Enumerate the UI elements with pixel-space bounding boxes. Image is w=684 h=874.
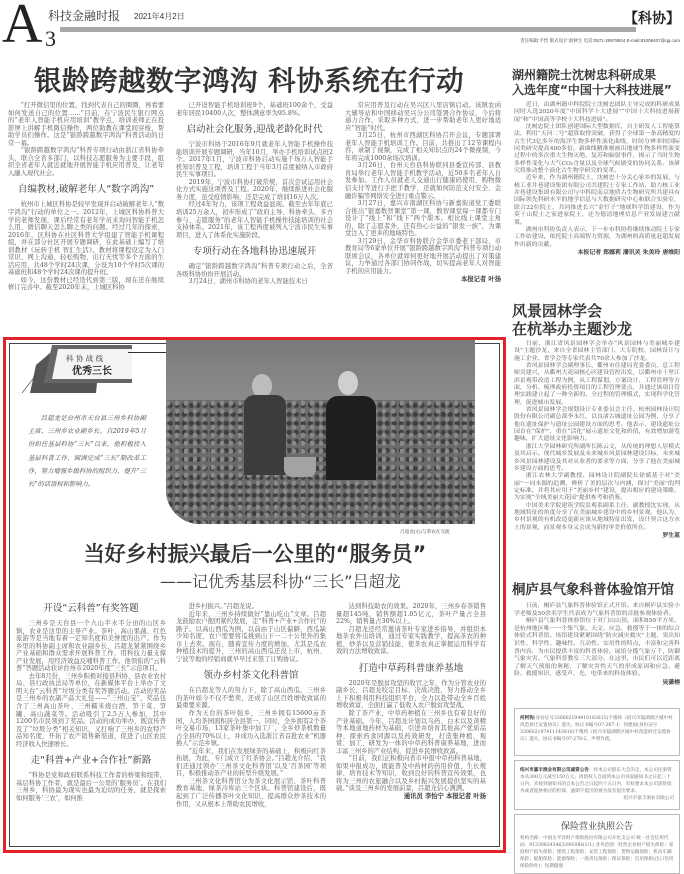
notice-insurance-license <box>514 814 680 874</box>
notice-lost-agreement <box>514 708 680 756</box>
notice-title: 保险营业执照公告 <box>560 822 633 832</box>
paragraph: 近日，由湖州籍中科院院士沈树忠团队主导完成的科研成果同时入选2020年度“中国科学十大进展”“中国十大科技进展新闻”和“中国高等学校十大科技进展”。 <box>514 102 680 123</box>
paragraph: 去年8月份，三州乡积极对接县科协、县农业农村局、县行政执法局等单位，在新媒体平台上举办了文明天台“云科普”垃圾分类有奖答题活动。活动的奖品是三州乡的农副产品大礼包——“三州山宝”，奖品包含了三州高山茶叶、三州糯米烧白酒、笋干菜、笋罐、高山蔬菜等。活动吸引了2.5万人参加，其中1200名市民领到了奖品。活动的成功举办，既宣传普及了“垃圾分类”相关知识，又打响了三州乡的农特产品知名度，开拓了农产销售新渠道，促进了山区农民经济收入快速增长。 <box>16 672 166 748</box>
paragraph: 3月27日，嘉兴市南湖区科协与新嘉街道党工委联合推出“银嘉数智课堂”第一课，数智课堂每一课都专门设计了“线上”和“线下”两个版本。相比线上课堂主角的，除了志愿者外，还有热心公益的“银发一族”，为课堂注入了更多的地域特色。 <box>345 200 501 238</box>
right-article-3 <box>514 603 680 687</box>
notice-text: (身份证号330602194810163815)不慎将《绍兴市镜湖新区城中村改造拆迁安置协议》遗失，协议书编号07-287-1；何建国(身份证号330602197411143810)不慎将《绍兴市镜湖新区城中村改造拆迁安置协议》遗失，协议书编号07-278-2，声明作废。 <box>520 716 673 742</box>
lead-column-1 <box>8 102 164 292</box>
paragraph: 近年来，作为湖州籍院士，沈树忠十分关心家乡的发展，与核工业井巷建设集团有限公司共建院士专家工作站，助力核工业井巷建设集团有限公司与中科院南京地质古生物研究所共建具有国际领先科研水平的地学信息与大数据研究中心和联合实验室，联合22位院士，共同推进长兴“金钉子”地球科学馆建设，作为莫干山院士之家进家院士，还为德清地理信息产业发展建言献策。 <box>514 175 680 226</box>
paragraph: “科协是党和政府联系科技工作者的桥梁和纽带，基层科协工作者，就是最后一公里的‘服务员’。在我们三州乡，科协最为现实也最为迫切的任务，就是探索如何服务‘三农’，如何推 <box>16 772 166 802</box>
paragraph: 吕超龙还经常邀请茶叶专家进乡指导，并组织本地茶农外出培训，通过专家实践教学，提高茶农的种植、炒茶以及营销技能，使茶农真正掌握运用科学有效的方法增收致富。 <box>336 625 486 656</box>
paragraph: 日前，桐庐县气象科普体验馆正式开馆。来自桐庐县实验小学老师及50余名学生代表成为气象科普馆的首批参观体验者。 <box>514 603 680 617</box>
headline-line: 湖州籍院士沈树忠科研成果 <box>512 68 657 82</box>
paragraph: 三州茶文化科普馆分为茶文化展示馆、茶叶科普教育基地、绿茶冷库站三个区块。科普馆建设后，既起到了广泛传播茶叶文化知识、提高群众炒茶技术的作用，又从根本上帮助农民增收， <box>176 777 326 808</box>
paragraph: 日前，浙江省风景园林学会举办“风景园林与美丽城乡建设”主题沙龙，来自全省园林主管部门、大专院校、园林设计与施工企业、省学会等专家代表共70余人参加了沙龙。 <box>514 341 680 362</box>
paragraph: 中国美术学院建筑学院景观系副系主任、副教授沈实现，从地域特征的角度分享了在美丽城乡建设中的乡村景观。他认为，乡村景观的有机改造更新应该从地域特征出发，设计契合这方水土的景观，而景观本身又会成为新的审美价值所在。 <box>514 502 680 531</box>
subheading: 走“科普+产业+合作社”新路 <box>30 755 152 767</box>
farmer-figure <box>244 395 286 475</box>
notice-lead: 何阿狗 <box>520 716 534 721</box>
paragraph: 除了茶产业，中草药种植在三州乡也有着良好的产业基础。今年，吕超龙计划以乌药、白术以及黄精等本地道地药材为基础，引进并培育其他高产优质品种，探索药食同源以及药效研发，打造集种植、观赏、加工、研发为一体的中草药科普康养基地，进而丰富三州乡的产业结构，促进乡民增收致富。 <box>336 710 486 755</box>
badge-connector-line <box>128 352 166 353</box>
feature-column-2 <box>176 603 326 808</box>
right-article-1 <box>514 102 680 256</box>
page-number: 3 <box>45 26 56 51</box>
subheading: 启动社会化服务,迎战老龄化时代 <box>186 124 323 136</box>
notice-capital-reduction <box>514 760 680 810</box>
notice-text: ：经本公司股东大会决定，本公司注册资本从300万元减至150万元。请债权人自接到本公司书面通知书之日起三十日内，未接到通知书的自本公告之日起四十五日内，有权要求本公司清偿债务或者提供相应的担保，逾期不提出的视为没有提出要求。 <box>520 768 672 794</box>
editor-credits: 责任编辑:平怡 版式设计:俞秋生 电话:0571-28978924 E-mail:81008407@qq.com <box>520 38 680 43</box>
badge-top-text: 科 协 战 线 <box>66 354 104 363</box>
headline-line: 风景园林学会 <box>512 302 603 320</box>
paragraph: “近年来，我们在发展绿茶的基础上，积极向红茶拓展，为此，专门成立了红茶协会。”吕超龙介绍，“我们还通过领办‘三州茶文化科普馆’以及‘百茶园’等项目，积极推动茶产业的转型升级发展。” <box>176 747 326 778</box>
byline: 罗生蓝 <box>662 531 680 539</box>
right-headline-2 <box>512 302 632 339</box>
paragraph: 3月25日，杭州市西湖区科协召开会议，专题部署老年人智能手机培训工作。目前，共推出了12节课程内容，录制了视频，完成了相关知识点的24个微视频，今年将完成1000余场次培训。 <box>345 132 501 162</box>
byline: 本报记者 郑娜莉 潘讯灵 朱美玲 唐维阳 <box>577 248 680 256</box>
paragraph: 桐庐县气象科普体验馆位于对门山山顶，面积850平方米，是杭州地区唯一一个集气象、天文、应急、救援等于一体的综合体验式科普馆。场馆建设紧紧围绕“防灾减灾救灾”主题，突出知识性、科学性、趣味性、互动性、实用性的特点，丰富和完善科普内容，为市民提供丰富的科普体验。展馆分揽气象万千、防御气象灾害、气象科普教室三大部分。在这里，市民们可以近距离了解天气预报的奥秘，了解灾害性天气的形成原因和应急、避险、救援知识，感受声、光、电带来的科技体验。 <box>514 618 680 678</box>
lead-headline: 银龄跨越数字鸿沟 科协系统在行动 <box>34 65 465 97</box>
paragraph: 在吕超龙等人的努力下，除了高山西瓜，三州乡的茶叶如今不仅不愁卖，还成了山区百姓增收致富的最重要来源。 <box>176 687 326 710</box>
paragraph: 2020年是脱贫攻坚的收官之年，作为分管农业的副乡长，吕超龙咬定目标、决战决胜，努力推动全乡上下积极利用科技组织平台，全力以赴带动全乡百姓增收致富，全面打赢了低收入农户脱贫攻坚战。 <box>336 679 486 710</box>
lead-column-2 <box>176 102 333 286</box>
paragraph: 经过4年努力，该项工程效益显现。截至去年年底已培训25万余人，初步形成了“政府主导、科协牵头、多方参与、志愿服务”的老年人智能手机操作技能培训的社会支持体系。2021年，该工程再度被列入宁波市民生实事项目，进入了体系化实施阶段。 <box>176 201 333 239</box>
paragraph: 确定“银龄跨越数字鸿沟”科普专项行动之后，全省各级科协纷纷开展活动。 <box>176 263 333 278</box>
paragraph: “目前，我们正积极向省市申报中草药科普基地，如果申报成功，既能普及中药材的药用价值、生长规律、培育技术等知识，收到良好的科普宣传效果，也将为三州的农旅融合以及乡村振兴发展提供坚实的基础。”谈及三州乡的发展前景，吕超龙信心满满。 <box>336 755 486 793</box>
notice-lead: 绍兴市嘉丰酒业有限公司减资公告 <box>520 768 589 773</box>
feature-column-3 <box>336 603 486 801</box>
paragraph: 3月26日，台州天台县科协联同县委宣传部、县教育局举行老年人智能手机教学活动，近50多名老年人自发参加。工作人员就老人交通出行健康码使用、购物微信支付等进行手把手教学，还就如何防范支付安全、金融诈骗等网络安全进行重点警示。 <box>345 162 501 200</box>
lead-column-3 <box>345 102 501 283</box>
notice-signer: 绍兴市嘉丰酒业有限公司 <box>623 796 674 801</box>
paragraph: 湖州市科协负责人表示，下一步市科协将继续推动院士专家工作站建设，依托院士高端智力资源，为湖州的高质量赶超发展作出新的贡献。 <box>514 226 680 248</box>
lv-chaolong-figure <box>326 396 376 480</box>
byline: 本报记者 叶扬 <box>461 275 501 283</box>
subheading: 专项行动在各地科协迅速展开 <box>192 246 317 258</box>
paragraph: 3月24日，湖州市科协的老年人智能技术日 <box>188 278 308 286</box>
paragraph: 已开设智能手机培训班9个，基础班100余个，受益老年居民10400人次，整体满意率为95.8%。 <box>176 102 333 117</box>
paragraph: 3月29日，金华市科协联合金华市委老干部局、市教育局等6家单位开展“银龄跨越数字鸿沟”科普专项行动联席会议，各单位就如何更好地开展活动提出了对策建议，力争通过各部门协同作战，切实提高老年人对智能手机的应用能力。 <box>345 237 501 276</box>
paragraph: 进乡村振兴。”吕超龙说。 <box>188 603 258 610</box>
byline: 通讯员 李怡宁 本报记者 叶扬 <box>403 793 486 801</box>
header-rule <box>60 27 636 32</box>
paragraph: 作为天台的茶叶强乡，三州乡拥有15600亩茶园，人均茶园面积居全县第一。同时，全乡拥有2个茶叶交易市场，13家茶叶集中加工厂，全乡炒茶机数量占全县的70%以上，并成功入选浙江省首批农业“机器换人”示范乡镇。 <box>176 710 326 748</box>
paragraph: 2019年，宁波市科协打破常规，首次尝试运用社会化方式实施这项普及工程。2020年，继续推进社会化服务力度，虽受疫情影响，还是完成了培训16万人次。 <box>176 178 333 201</box>
tea-basket <box>284 457 316 477</box>
headline-line: 在杭举办主题沙龙 <box>512 320 633 339</box>
paragraph: “打开微信里的位置，找到代表自己的圈圈，再看要如何发送自己的位置……”目前，在宁波民生银行网点的“老年人智能手机应用培训”教学点，培训老师正在投影屏上讲解手机微信操作，两位助教在课堂间穿梭，帮助学员们操作。这是“银龄跨越数字鸿沟”科普活动的日常一幕。 <box>8 102 164 147</box>
notice-text: 机构名称：中国太平洋财产保险股份有限公司开化支公司 统一社会信用代码：91330824346329930H(1/1) 业务范围：经营企业财产损失保险；家庭财产损失保险；建筑工程保险；安装工程保险；货物运输保险；机动车辆保险；船舶保险；能源保险；一般责任保险；保证保险；信用保险(出口信用保险除外)；短期健康 <box>520 836 674 869</box>
right-article-2 <box>514 341 680 539</box>
feature-headline: 当好乡村振兴最后一公里的“服务员” <box>83 542 427 566</box>
section-label: 【科协】 <box>624 11 680 27</box>
lv-chaolong-head <box>338 371 358 395</box>
paragraph: 近年来，三州乡持续做好“靠山吃山”文章。吕超龙鼓励农户抱团紧约发展，走“科普+产业+合作社”的路子。以高山西瓜为例，以前由于山区偏僻，西瓜缺少知名度，农户需要将瓜挑到山下一二十公里外的集市上去卖。现在，随着宣传力度的增加，尤其是瓜农种植技术的提升，三州的高山西瓜还没上市，杭州、宁波等地的经销商就早早过来签了订购协议。 <box>176 610 326 663</box>
paragraph: 如今，这份教材已经迭代到第三版，现在还在继续修订完善中。截至2020年末，上城区科协 <box>8 276 164 292</box>
right-headline-1 <box>512 68 672 97</box>
column-badge <box>22 343 132 393</box>
feature-subtitle: ——记优秀基层科协“三长”吕超龙 <box>160 572 401 591</box>
paper-name: 科技金融时报 <box>48 9 121 23</box>
paragraph: 杭州市上城区科协是较早发现并启动破解老年人“数字鸿沟”行动的单位之一。2012年，上城区科协科普大学的老师发现，课后经常有老年学员来询问智能手机怎么用、微信聊天怎么聊之类的问题。经过几年的探索，2016年，区科协在社区科普大学组建了智能手机课程组，并在部分社区开展专题调研，在此基础上编写了培训教材《玩转手机 智汇生活》。教材将课程设定为入门常识、网上沟通、轻松购物、出行无忧等多个方面的生活应用，共48个学时24次课，分设为10个学时5次课的基础班和48个学时24次课的提升班。 <box>8 201 164 277</box>
badge-main-text: 优秀三长 <box>72 366 112 377</box>
headline-line: 入选年度“中国十大科技进展” <box>512 82 672 97</box>
subheading: 自编教材,破解老年人“数字鸿沟” <box>17 184 155 196</box>
feature-intro: 吕超龙是台州市天台县三州乡科协副主席、三州乡农业副乡长。自2019年5月份担任基层科协“三长”以来，他积极投入基层科普工作，圆满完成“三长”制改革工作，努力增强乡级科协的组织力，提升“三长”的话语权和影响力。 <box>28 415 146 489</box>
paragraph: 常应用普及行动在吴兴区八里店镇启动。该镇农函大辅导站和中国移动吴兴分公司签署合作协议，今后将通力合作，采取多种方式，进一步帮助老年人更好地适应“智能”时代。 <box>345 102 501 132</box>
paragraph: 浙江大学园林研究所副所长陈云文，从传统的理想人居模式及其启示、现代城乡发展及未来城乡风景园林建设目标、未来城乡风景园林建设及其对从业者的要求等方面，分享了他在美丽城乡建设方面的思考。 <box>514 443 680 472</box>
right-headline-3: 桐庐县气象科普体验馆开馆 <box>512 582 674 598</box>
subheading: 打造中草药科普康养基地 <box>358 662 464 674</box>
paragraph: “银龄跨越数字鸿沟”科普专项行动由浙江省科协牵头，联合全省多部门，以科技志愿服务为主要手段，组织全省老年人就近就地开展智能手机应用普及，让老年人融入现代社会。 <box>8 147 164 177</box>
byline: 吴潇榕 <box>662 678 680 686</box>
paragraph: 宁波市科协于2016年9月就老年人智能手机操作技能培训开展专题调研，当年10月，举办手机培训试点班2个。2017年1月，宁波市科协启动实施千场万人智能手机知识普及工程，培训工程于当年3月首度被纳入市政府民生实事项目。 <box>176 141 333 179</box>
feature-photo <box>166 340 475 524</box>
paragraph: 三州乡是天台县一个九山半水半分田的山区乡镇，农业是这里的主导产业。茶叶、高山果蔬、红色旅游等是当地有着一定知名度和美誉度的出产。作为乡里的科协副主席和农业副乡长，吕超龙紧紧围绕乡产业基础和群众需求开展科普工作，用科技力量支撑产业发展，用经济效益反哺科普工作。他领衔的“云科普”答题活动获评台州市2020年度“三长”示范项目。 <box>16 620 166 673</box>
paragraph: 省风景园林学会规划设计专业委员会主任、杭州园林设计院股份有限公司副总裁李永红，以良渚古城遗址公园为例，分享了他在遗址保护与遗址公园建设方面的思考。他表示，建设遗址公园首在“保护”，重在“活化”展示遗址文化和价值，有效增加游览趣味，扩大遗址文化影响力。 <box>514 407 680 443</box>
paragraph: 省风景园林学会副理事长、衢州市住建局党委委员、总工程师吴建兴，从衢州大花园核心区建设管控出发，以衢州市十里江滨景观带改造工程为例，从工程谋划、方案设计、工程管理等方面，分析、梳理政府投资项目的工程管理要点，并通过该项目管理实践建立起了一种全新的、全过程的管理模式，实现科学化管理，促进城市发展。 <box>514 363 680 406</box>
paragraph: 沈树忠院士团队创建国际大型数据库，自主研发人工智能算法，利用“天河二号”超算取得突破，获得了全球第一条高精度的古生代3亿多年的海洋生物多样性演化曲线，时间分辨率较国际同类研究提高400多倍。新曲线精准刻画出地球生物多样性演变过程中的多次重大生物灭绝、复苏和辐射事件，揭示了当时生物多样性变化与大气CO₂含量以及全球气候剧变的协同关系。该研究将推动整个演化古生物学研究的变革。 <box>514 124 680 175</box>
issue-date: 2021年4月2日 <box>134 12 185 21</box>
tea-bushes <box>166 400 475 524</box>
photo-caption: 吕超龙(右)与茶农在交流 <box>400 530 450 535</box>
subheading: 领办乡村茶文化科普馆 <box>203 670 299 682</box>
subheading: 开设“云科普”有奖答题 <box>43 603 139 614</box>
paragraph: 浙江农林大学副教授、园林设计院副院长徐斌基于对“美丽”一词本源的追溯，辨析了美的层次与内涵，探讨“美丽”的判定标准，并将其应用于“美丽乡村”建设，提出相应的建设策略，为实现“全域美丽大花园”提供参考和借鉴。 <box>514 473 680 502</box>
feature-column-1 <box>16 596 166 802</box>
page-letter: A <box>2 0 43 55</box>
paragraph: 达到科技助农的效果。2020年，三州乡春茶销售量超145吨，销售额超1.05亿元，茶叶产量占全县22%，销售量占30%以上。 <box>336 603 486 626</box>
